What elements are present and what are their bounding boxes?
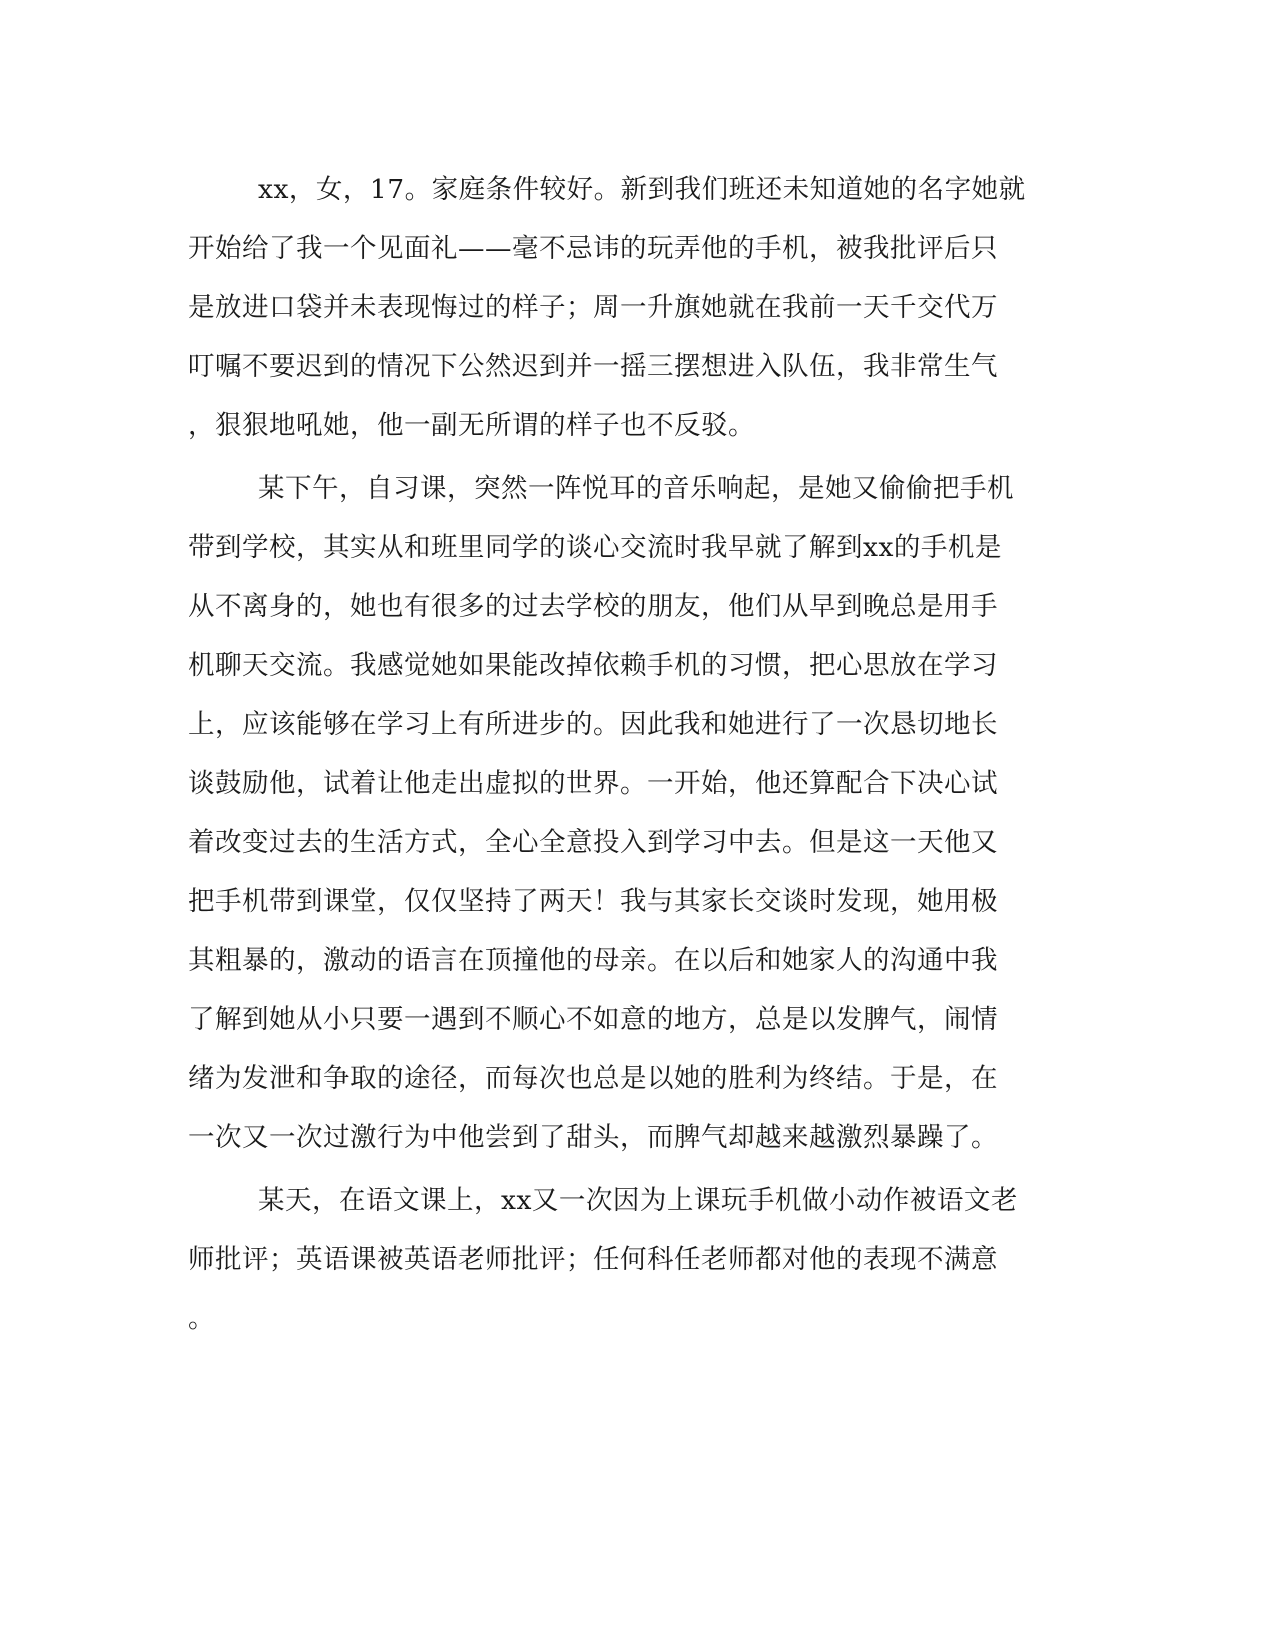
text-line: 叮嘱不要迟到的情况下公然迟到并一摇三摆想进入队伍，我非常生气 xyxy=(188,351,998,382)
text-line: 上，应该能够在学习上有所进步的。因此我和她进行了一次恳切地长 xyxy=(188,709,998,740)
text-line: 谈鼓励他，试着让他走出虚拟的世界。一开始，他还算配合下决心试 xyxy=(188,768,998,799)
text-line: 某天，在语文课上，xx又一次因为上课玩手机做小动作被语文老 xyxy=(258,1185,1018,1216)
text-line: 从不离身的，她也有很多的过去学校的朋友，他们从早到晚总是用手 xyxy=(188,591,998,622)
text-line: 其粗暴的，激动的语言在顶撞他的母亲。在以后和她家人的沟通中我 xyxy=(188,945,998,976)
text-line: 是放进口袋并未表现悔过的样子；周一升旗她就在我前一天千交代万 xyxy=(188,292,998,323)
text-line: 带到学校，其实从和班里同学的谈心交流时我早就了解到xx的手机是 xyxy=(188,532,1002,563)
paragraph xyxy=(188,1171,1048,1348)
text-line: ，狠狠地吼她，他一副无所谓的样子也不反驳。 xyxy=(188,410,755,441)
paragraph xyxy=(188,459,1048,1167)
text-line: 把手机带到课堂，仅仅坚持了两天！我与其家长交谈时发现，她用极 xyxy=(188,886,998,917)
text-line: 一次又一次过激行为中他尝到了甜头，而脾气却越来越激烈暴躁了。 xyxy=(188,1122,998,1153)
text-line: 。 xyxy=(188,1303,215,1334)
paragraph xyxy=(188,160,1048,455)
text-line: 绪为发泄和争取的途径，而每次也总是以她的胜利为终结。于是，在 xyxy=(188,1063,998,1094)
document-body xyxy=(188,160,1048,1348)
text-line: 开始给了我一个见面礼——毫不忌讳的玩弄他的手机，被我批评后只 xyxy=(188,233,998,264)
text-line: 着改变过去的生活方式，全心全意投入到学习中去。但是这一天他又 xyxy=(188,827,998,858)
text-line: 了解到她从小只要一遇到不顺心不如意的地方，总是以发脾气，闹情 xyxy=(188,1004,998,1035)
text-line: 某下午，自习课，突然一阵悦耳的音乐响起，是她又偷偷把手机 xyxy=(258,473,1014,504)
text-line: 机聊天交流。我感觉她如果能改掉依赖手机的习惯，把心思放在学习 xyxy=(188,650,998,681)
text-line: 师批评；英语课被英语老师批评；任何科任老师都对他的表现不满意 xyxy=(188,1244,998,1275)
text-line: xx，女，17。家庭条件较好。新到我们班还未知道她的名字她就 xyxy=(258,174,1026,205)
